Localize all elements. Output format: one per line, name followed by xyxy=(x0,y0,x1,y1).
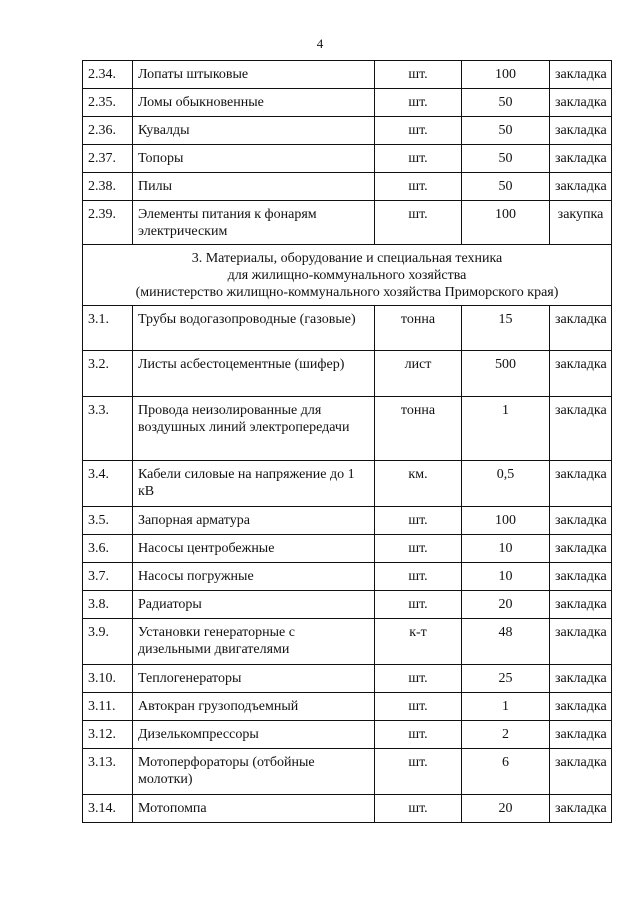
inventory-table xyxy=(82,60,612,823)
item-name: Элементы питания к фонарям электрическим xyxy=(133,201,375,245)
table-row xyxy=(83,507,612,535)
item-number: 3.14. xyxy=(83,795,133,823)
item-unit: шт. xyxy=(375,795,462,823)
item-quantity: 20 xyxy=(462,795,550,823)
item-quantity: 1 xyxy=(462,397,550,461)
item-source: закладка xyxy=(550,117,612,145)
page-number: 4 xyxy=(316,36,324,51)
item-quantity: 1 xyxy=(462,693,550,721)
item-quantity: 100 xyxy=(462,61,550,89)
item-name: Трубы водогазопроводные (газовые) xyxy=(133,306,375,351)
item-source: закладка xyxy=(550,591,612,619)
table-row xyxy=(83,145,612,173)
item-name: Пилы xyxy=(133,173,375,201)
item-quantity: 6 xyxy=(462,749,550,795)
item-source: закладка xyxy=(550,563,612,591)
item-number: 3.4. xyxy=(83,461,133,507)
item-unit: тонна xyxy=(375,306,462,351)
item-name: Провода неизолированные для воздушных линий электропередачи xyxy=(133,397,375,461)
item-quantity: 50 xyxy=(462,145,550,173)
item-unit: тонна xyxy=(375,397,462,461)
section-title-line2: для жилищно-коммунального хозяйства xyxy=(227,268,467,283)
item-name: Мотоперфораторы (отбойные молотки) xyxy=(133,749,375,795)
item-source: закладка xyxy=(550,461,612,507)
item-number: 3.1. xyxy=(83,306,133,351)
item-quantity: 100 xyxy=(462,201,550,245)
table-row xyxy=(83,173,612,201)
item-source: закладка xyxy=(550,397,612,461)
item-unit: шт. xyxy=(375,117,462,145)
item-name: Мотопомпа xyxy=(133,795,375,823)
item-source: закладка xyxy=(550,507,612,535)
item-quantity: 50 xyxy=(462,117,550,145)
table-row xyxy=(83,535,612,563)
table-row xyxy=(83,397,612,461)
item-number: 3.10. xyxy=(83,665,133,693)
table-row xyxy=(83,61,612,89)
table-body-section-header xyxy=(83,245,612,306)
item-quantity: 48 xyxy=(462,619,550,665)
item-number: 3.13. xyxy=(83,749,133,795)
item-unit: шт. xyxy=(375,693,462,721)
item-name: Автокран грузоподъемный xyxy=(133,693,375,721)
item-unit: шт. xyxy=(375,89,462,117)
item-number: 2.38. xyxy=(83,173,133,201)
item-unit: шт. xyxy=(375,535,462,563)
item-quantity: 500 xyxy=(462,351,550,397)
item-quantity: 0,5 xyxy=(462,461,550,507)
item-source: закладка xyxy=(550,693,612,721)
item-name: Лопаты штыковые xyxy=(133,61,375,89)
item-unit: шт. xyxy=(375,665,462,693)
item-name: Теплогенераторы xyxy=(133,665,375,693)
item-quantity: 2 xyxy=(462,721,550,749)
item-name: Листы асбестоцементные (шифер) xyxy=(133,351,375,397)
item-number: 3.2. xyxy=(83,351,133,397)
item-number: 3.9. xyxy=(83,619,133,665)
table-row xyxy=(83,201,612,245)
table-body-section-2 xyxy=(83,61,612,245)
item-name: Ломы обыкновенные xyxy=(133,89,375,117)
item-source: закладка xyxy=(550,665,612,693)
item-name: Установки генераторные с дизельными двигателями xyxy=(133,619,375,665)
table-row xyxy=(83,461,612,507)
item-quantity: 10 xyxy=(462,563,550,591)
item-quantity: 20 xyxy=(462,591,550,619)
item-source: закладка xyxy=(550,89,612,117)
table-row xyxy=(83,619,612,665)
item-unit: км. xyxy=(375,461,462,507)
item-name: Насосы погружные xyxy=(133,563,375,591)
item-number: 3.5. xyxy=(83,507,133,535)
item-number: 3.3. xyxy=(83,397,133,461)
item-name: Дизелькомпрессоры xyxy=(133,721,375,749)
item-source: закладка xyxy=(550,306,612,351)
item-source: закупка xyxy=(550,201,612,245)
table-row xyxy=(83,563,612,591)
table-row xyxy=(83,591,612,619)
table-row xyxy=(83,795,612,823)
item-unit: шт. xyxy=(375,201,462,245)
item-source: закладка xyxy=(550,173,612,201)
item-unit: шт. xyxy=(375,563,462,591)
item-quantity: 50 xyxy=(462,89,550,117)
table-row xyxy=(83,749,612,795)
item-quantity: 50 xyxy=(462,173,550,201)
table-row xyxy=(83,89,612,117)
item-name: Запорная арматура xyxy=(133,507,375,535)
section-title-line3: (министерство жилищно-коммунального хозяйства Приморского края) xyxy=(135,285,559,300)
item-number: 2.36. xyxy=(83,117,133,145)
item-unit: шт. xyxy=(375,61,462,89)
table-row xyxy=(83,721,612,749)
section-title-line1: 3. Материалы, оборудование и специальная техника xyxy=(191,251,503,266)
item-name: Кувалды xyxy=(133,117,375,145)
item-number: 2.35. xyxy=(83,89,133,117)
item-number: 3.7. xyxy=(83,563,133,591)
item-source: закладка xyxy=(550,351,612,397)
item-unit: к-т xyxy=(375,619,462,665)
item-source: закладка xyxy=(550,721,612,749)
item-quantity: 25 xyxy=(462,665,550,693)
item-unit: шт. xyxy=(375,173,462,201)
item-quantity: 15 xyxy=(462,306,550,351)
item-unit: шт. xyxy=(375,507,462,535)
item-unit: шт. xyxy=(375,145,462,173)
item-quantity: 100 xyxy=(462,507,550,535)
item-source: закладка xyxy=(550,535,612,563)
table-row xyxy=(83,665,612,693)
table-row xyxy=(83,306,612,351)
item-name: Насосы центробежные xyxy=(133,535,375,563)
item-source: закладка xyxy=(550,749,612,795)
item-name: Радиаторы xyxy=(133,591,375,619)
table-row xyxy=(83,117,612,145)
item-source: закладка xyxy=(550,795,612,823)
table-row xyxy=(83,693,612,721)
section-header-row xyxy=(83,245,612,306)
table-row xyxy=(83,351,612,397)
item-unit: шт. xyxy=(375,749,462,795)
item-number: 3.6. xyxy=(83,535,133,563)
item-number: 2.34. xyxy=(83,61,133,89)
item-unit: лист xyxy=(375,351,462,397)
item-source: закладка xyxy=(550,61,612,89)
item-source: закладка xyxy=(550,145,612,173)
item-unit: шт. xyxy=(375,591,462,619)
item-unit: шт. xyxy=(375,721,462,749)
item-name: Топоры xyxy=(133,145,375,173)
table-body-section-3 xyxy=(83,306,612,823)
item-number: 3.11. xyxy=(83,693,133,721)
item-number: 3.8. xyxy=(83,591,133,619)
item-name: Кабели силовые на напряжение до 1 кВ xyxy=(133,461,375,507)
item-number: 3.12. xyxy=(83,721,133,749)
section-header-cell xyxy=(83,245,612,306)
item-source: закладка xyxy=(550,619,612,665)
item-number: 2.39. xyxy=(83,201,133,245)
item-quantity: 10 xyxy=(462,535,550,563)
item-number: 2.37. xyxy=(83,145,133,173)
